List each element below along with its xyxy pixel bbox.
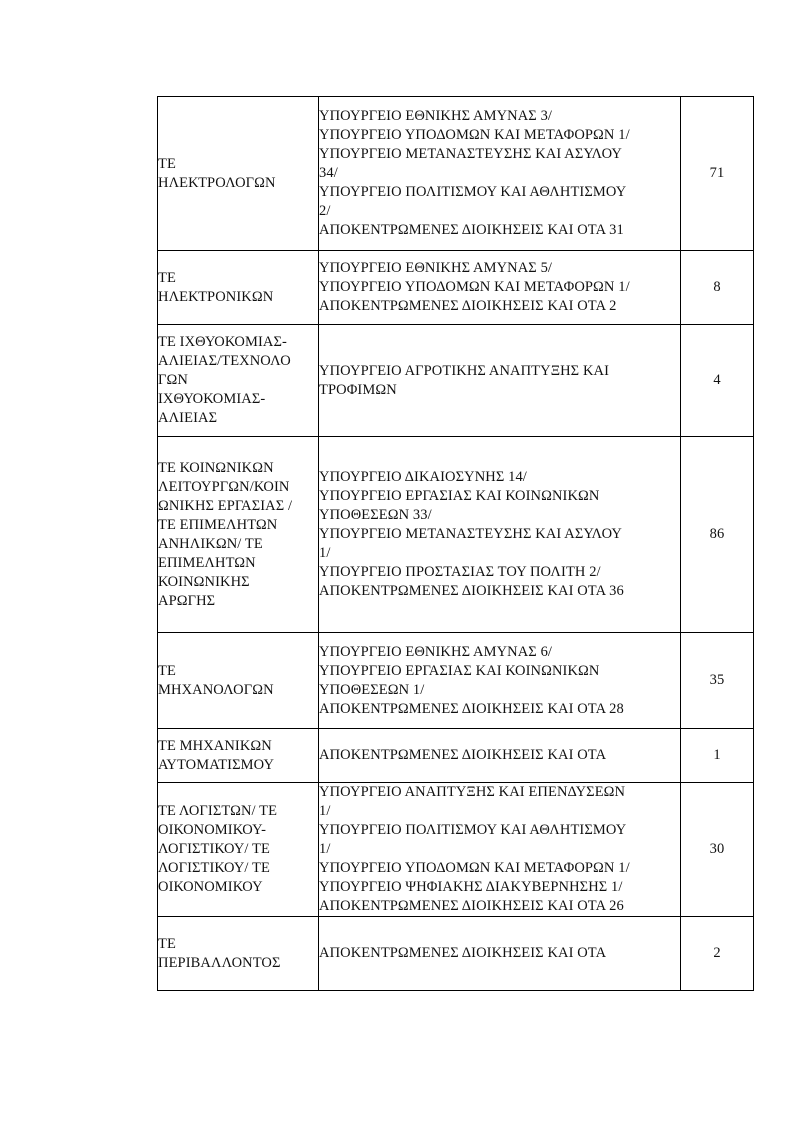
specialty-cell <box>158 917 319 991</box>
count-cell: 1 <box>681 729 754 783</box>
services-cell <box>319 917 681 991</box>
table-row <box>158 729 754 783</box>
services-cell <box>319 729 681 783</box>
service-line: ΑΠΟΚΕΝΤΡΩΜΕΝΕΣ ΔΙΟΙΚΗΣΕΙΣ ΚΑΙ ΟΤΑ 26 <box>319 898 624 914</box>
specialty-cell <box>158 251 319 325</box>
specialty-line: ΤΕ ΚΟΙΝΩΝΙΚΩΝ <box>158 459 274 476</box>
service-line: 1/ <box>319 803 331 819</box>
services-cell <box>319 325 681 437</box>
service-line: ΥΠΟΥΡΓΕΙΟ ΕΘΝΙΚΗΣ ΑΜΥΝΑΣ 3/ <box>319 108 553 124</box>
service-line: ΥΠΟΥΡΓΕΙΟ ΑΓΡΟΤΙΚΗΣ ΑΝΑΠΤΥΞΗΣ ΚΑΙ <box>319 362 610 379</box>
specialty-line: ΤΕ <box>158 935 176 952</box>
services-cell <box>319 97 681 251</box>
service-line: ΥΠΟΥΡΓΕΙΟ ΠΟΛΙΤΙΣΜΟΥ ΚΑΙ ΑΘΛΗΤΙΣΜΟΥ <box>319 822 627 838</box>
service-line: ΥΠΟΘΕΣΕΩΝ 33/ <box>319 507 432 523</box>
specialty-cell <box>158 783 319 917</box>
table-body <box>158 97 754 991</box>
service-line: ΥΠΟΥΡΓΕΙΟ ΥΠΟΔΟΜΩΝ ΚΑΙ ΜΕΤΑΦΟΡΩΝ 1/ <box>319 860 630 876</box>
table-row <box>158 251 754 325</box>
specialty-line: ΤΕ ΕΠΙΜΕΛΗΤΩΝ <box>158 516 278 533</box>
service-line: ΑΠΟΚΕΝΤΡΩΜΕΝΕΣ ΔΙΟΙΚΗΣΕΙΣ ΚΑΙ ΟΤΑ 28 <box>319 700 624 717</box>
specialty-line: ΙΧΘΥΟΚΟΜΙΑΣ- <box>158 391 266 407</box>
count-cell: 86 <box>681 437 754 633</box>
service-line: ΑΠΟΚΕΝΤΡΩΜΕΝΕΣ ΔΙΟΙΚΗΣΕΙΣ ΚΑΙ ΟΤΑ 2 <box>319 298 617 314</box>
services-cell <box>319 251 681 325</box>
count-cell: 71 <box>681 97 754 251</box>
specialty-line: ΗΛΕΚΤΡΟΛΟΓΩΝ <box>158 174 276 191</box>
specialty-line: ΠΕΡΙΒΑΛΛΟΝΤΟΣ <box>158 954 281 971</box>
service-line: ΥΠΟΘΕΣΕΩΝ 1/ <box>319 681 425 698</box>
specialty-line: ΤΕ ΜΗΧΑΝΙΚΩΝ <box>158 737 272 754</box>
service-line: ΥΠΟΥΡΓΕΙΟ ΜΕΤΑΝΑΣΤΕΥΣΗΣ ΚΑΙ ΑΣΥΛΟΥ <box>319 146 622 162</box>
specialty-line: ΟΙΚΟΝΟΜΙΚΟΥ <box>158 879 263 895</box>
count-cell: 35 <box>681 633 754 729</box>
specialty-cell <box>158 437 319 633</box>
service-line: ΥΠΟΥΡΓΕΙΟ ΥΠΟΔΟΜΩΝ ΚΑΙ ΜΕΤΑΦΟΡΩΝ 1/ <box>319 279 630 295</box>
specialty-line: ΩΝΙΚΗΣ ΕΡΓΑΣΙΑΣ / <box>158 497 293 514</box>
specialty-line: ΛΕΙΤΟΥΡΓΩΝ/ΚΟΙΝ <box>158 478 290 495</box>
service-line: 1/ <box>319 545 331 561</box>
service-line: ΥΠΟΥΡΓΕΙΟ ΠΡΟΣΤΑΣΙΑΣ ΤΟΥ ΠΟΛΙΤΗ 2/ <box>319 564 601 580</box>
service-line: ΥΠΟΥΡΓΕΙΟ ΕΘΝΙΚΗΣ ΑΜΥΝΑΣ 6/ <box>319 643 553 660</box>
count-cell: 30 <box>681 783 754 917</box>
count-cell: 8 <box>681 251 754 325</box>
service-line: ΥΠΟΥΡΓΕΙΟ ΕΘΝΙΚΗΣ ΑΜΥΝΑΣ 5/ <box>319 260 553 276</box>
specialty-line: ΤΕ ΛΟΓΙΣΤΩΝ/ ΤΕ <box>158 803 278 819</box>
table-row <box>158 633 754 729</box>
specialty-line: ΑΥΤΟΜΑΤΙΣΜΟΥ <box>158 756 275 773</box>
specialty-line: ΤΕ ΙΧΘΥΟΚΟΜΙΑΣ- <box>158 334 287 350</box>
service-line: ΑΠΟΚΕΝΤΡΩΜΕΝΕΣ ΔΙΟΙΚΗΣΕΙΣ ΚΑΙ ΟΤΑ 36 <box>319 583 624 599</box>
specialty-line: ΑΡΩΓΗΣ <box>158 592 216 609</box>
count-cell: 2 <box>681 917 754 991</box>
specialty-line: ΤΕ <box>158 269 176 286</box>
service-line: ΑΠΟΚΕΝΤΡΩΜΕΝΕΣ ΔΙΟΙΚΗΣΕΙΣ ΚΑΙ ΟΤΑ <box>319 945 607 961</box>
table-row <box>158 325 754 437</box>
services-cell <box>319 633 681 729</box>
service-line: 34/ <box>319 165 338 181</box>
specialty-line: ΑΝΗΛΙΚΩΝ/ ΤΕ <box>158 535 263 552</box>
specialty-cell <box>158 729 319 783</box>
table-row <box>158 437 754 633</box>
service-line: ΥΠΟΥΡΓΕΙΟ ΠΟΛΙΤΙΣΜΟΥ ΚΑΙ ΑΘΛΗΤΙΣΜΟΥ <box>319 184 627 200</box>
services-cell <box>319 783 681 917</box>
specialty-line: ΓΩΝ <box>158 372 188 388</box>
table-row <box>158 97 754 251</box>
specialty-line: ΟΙΚΟΝΟΜΙΚΟΥ- <box>158 822 267 838</box>
service-line: ΥΠΟΥΡΓΕΙΟ ΜΕΤΑΝΑΣΤΕΥΣΗΣ ΚΑΙ ΑΣΥΛΟΥ <box>319 526 622 542</box>
service-line: ΑΠΟΚΕΝΤΡΩΜΕΝΕΣ ΔΙΟΙΚΗΣΕΙΣ ΚΑΙ ΟΤΑ 31 <box>319 222 624 238</box>
specialty-cell <box>158 325 319 437</box>
table-row <box>158 783 754 917</box>
specialty-line: ΕΠΙΜΕΛΗΤΩΝ <box>158 554 256 571</box>
table-row <box>158 917 754 991</box>
service-line: ΥΠΟΥΡΓΕΙΟ ΕΡΓΑΣΙΑΣ ΚΑΙ ΚΟΙΝΩΝΙΚΩΝ <box>319 662 600 679</box>
service-line: ΥΠΟΥΡΓΕΙΟ ΔΙΚΑΙΟΣΥΝΗΣ 14/ <box>319 469 527 485</box>
specialty-line: ΤΕ <box>158 155 176 172</box>
specialty-line: ΤΕ <box>158 662 176 679</box>
service-line: ΥΠΟΥΡΓΕΙΟ ΥΠΟΔΟΜΩΝ ΚΑΙ ΜΕΤΑΦΟΡΩΝ 1/ <box>319 127 630 143</box>
specialty-line: ΑΛΙΕΙΑΣ <box>158 410 218 426</box>
service-line: ΑΠΟΚΕΝΤΡΩΜΕΝΕΣ ΔΙΟΙΚΗΣΕΙΣ ΚΑΙ ΟΤΑ <box>319 747 607 763</box>
specialty-line: ΛΟΓΙΣΤΙΚΟΥ/ ΤΕ <box>158 860 270 876</box>
specialty-line: ΛΟΓΙΣΤΙΚΟΥ/ ΤΕ <box>158 841 270 857</box>
specialty-cell <box>158 633 319 729</box>
specialty-line: ΑΛΙΕΙΑΣ/ΤΕΧΝΟΛΟ <box>158 353 291 369</box>
positions-table <box>157 96 754 991</box>
service-line: ΤΡΟΦΙΜΩΝ <box>319 381 397 398</box>
service-line: ΥΠΟΥΡΓΕΙΟ ΑΝΑΠΤΥΞΗΣ ΚΑΙ ΕΠΕΝΔΥΣΕΩΝ <box>319 784 626 800</box>
services-cell <box>319 437 681 633</box>
service-line: ΥΠΟΥΡΓΕΙΟ ΨΗΦΙΑΚΗΣ ΔΙΑΚΥΒΕΡΝΗΣΗΣ 1/ <box>319 879 623 895</box>
specialty-line: ΜΗΧΑΝΟΛΟΓΩΝ <box>158 681 274 698</box>
specialty-line: ΚΟΙΝΩΝΙΚΗΣ <box>158 573 250 590</box>
specialty-cell <box>158 97 319 251</box>
specialty-line: ΗΛΕΚΤΡΟΝΙΚΩΝ <box>158 288 274 305</box>
service-line: ΥΠΟΥΡΓΕΙΟ ΕΡΓΑΣΙΑΣ ΚΑΙ ΚΟΙΝΩΝΙΚΩΝ <box>319 488 600 504</box>
count-cell: 4 <box>681 325 754 437</box>
service-line: 1/ <box>319 841 331 857</box>
service-line: 2/ <box>319 203 331 219</box>
